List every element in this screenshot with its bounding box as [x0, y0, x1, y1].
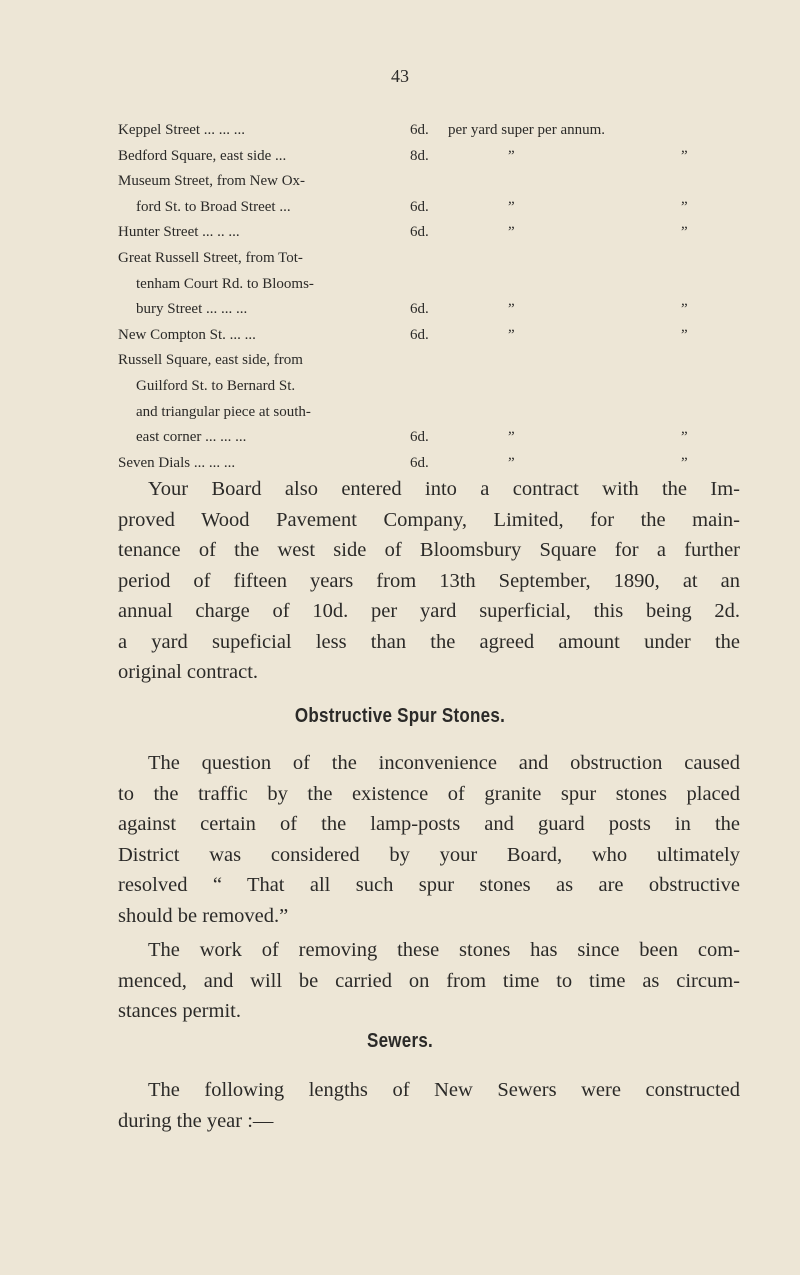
price: 6d. [410, 326, 429, 343]
rate [448, 451, 748, 477]
table-row [118, 425, 748, 451]
table-row [118, 169, 748, 195]
table-row [118, 220, 748, 246]
rate [448, 220, 748, 246]
paragraph-wood-pavement-contract [118, 474, 740, 688]
price [410, 348, 448, 374]
rate [448, 195, 748, 221]
table-row [118, 118, 748, 144]
street-name: Guilford St. to Bernard St. [136, 377, 296, 394]
street-name: Great Russell Street, from Tot- [118, 249, 303, 266]
text-line: original contract. [118, 661, 259, 683]
price: 6d. [410, 301, 429, 318]
table-row [118, 451, 748, 477]
text-line: to the traffic by the existence of granite spur stones placed [118, 782, 740, 805]
price [410, 246, 448, 272]
price: 6d. [410, 198, 429, 215]
text-line: should be removed.” [118, 904, 289, 927]
heading-sewers: Sewers. [366, 1030, 434, 1052]
ditto-mark: ” [508, 454, 515, 471]
rate [448, 425, 748, 451]
street-name: tenham Court Rd. to Blooms- [136, 275, 314, 292]
rate [448, 246, 748, 272]
text-line: period of fifteen years from 13th September, 1890, at an [118, 569, 740, 592]
rate [448, 374, 748, 400]
street-name: Seven Dials ... ... ... [118, 454, 236, 471]
text-line: tenance of the west side of Bloomsbury Square for a further [118, 539, 740, 561]
ditto-mark: ” [508, 326, 515, 343]
paragraph-new-sewers [118, 1075, 740, 1136]
table-row [118, 323, 748, 349]
text-line: during the year :— [118, 1109, 274, 1132]
paragraph-removal-work [118, 935, 740, 1027]
ditto-mark: ” [508, 147, 515, 164]
price: 6d. [410, 224, 429, 241]
text-line: annual charge of 10d. per yard superficial, this being 2d. [118, 600, 740, 622]
ditto-mark: ” [681, 429, 688, 446]
rate [448, 144, 748, 170]
street-name: Museum Street, from New Ox- [118, 173, 306, 190]
text-line: The question of the inconvenience and obstruction caused [148, 752, 740, 774]
rate [448, 400, 748, 426]
text-line: Your Board also entered into a contract with the Im- [148, 478, 740, 500]
table-row [118, 400, 748, 426]
ditto-mark: ” [508, 224, 515, 241]
price: 6d. [410, 429, 429, 446]
street-name: and triangular piece at south- [136, 403, 311, 420]
rate: per yard super per annum. [448, 122, 606, 138]
heading-obstructive-spur-stones: Obstructive Spur Stones. [294, 705, 506, 727]
ditto-mark: ” [681, 198, 688, 215]
price [410, 374, 448, 400]
street-name: east corner ... ... ... [136, 429, 247, 446]
price [410, 272, 448, 298]
text-line: resolved “ That all such spur stones as are obstructive [118, 874, 740, 896]
street-name: Bedford Square, east side ... [118, 147, 287, 164]
rate [448, 169, 748, 195]
text-line: The work of removing these stones has since been com- [148, 939, 740, 961]
street-name: Hunter Street ... .. ... [118, 224, 240, 241]
price: 8d. [410, 147, 429, 164]
street-name: Russell Square, east side, from [118, 352, 303, 369]
table-row [118, 272, 748, 298]
ditto-mark: ” [508, 198, 515, 215]
text-line: against certain of the lamp-posts and guard posts in the [118, 813, 740, 835]
price: 6d. [410, 122, 429, 138]
street-name: Keppel Street ... ... ... [118, 122, 246, 138]
street-name: bury Street ... ... ... [136, 301, 248, 318]
paragraph-spur-stones-question [118, 748, 740, 931]
rate [448, 323, 748, 349]
price [410, 169, 448, 195]
street-name: ford St. to Broad Street ... [136, 198, 291, 215]
table-row [118, 246, 748, 272]
price: 6d. [410, 454, 429, 471]
text-line: a yard supeficial less than the agreed amount under the [118, 630, 740, 653]
table-row [118, 348, 748, 374]
ditto-mark: ” [681, 147, 688, 164]
table-row [118, 297, 748, 323]
ditto-mark: ” [681, 326, 688, 343]
table-row [118, 144, 748, 170]
table-row [118, 374, 748, 400]
rate [448, 272, 748, 298]
text-line: The following lengths of New Sewers were constructed [148, 1079, 740, 1101]
page-number: 43 [391, 66, 409, 86]
text-line: stances permit. [118, 1000, 241, 1022]
text-line: proved Wood Pavement Company, Limited, for the main- [118, 508, 740, 531]
rate [448, 297, 748, 323]
ditto-mark: ” [681, 301, 688, 318]
street-name: New Compton St. ... ... [118, 326, 256, 343]
ditto-mark: ” [681, 454, 688, 471]
paving-rates-table [118, 118, 748, 476]
text-line: menced, and will be carried on from time to time as circum- [118, 969, 740, 992]
rate [448, 348, 748, 374]
text-line: District was considered by your Board, who ultimately [118, 843, 740, 866]
table-row [118, 195, 748, 221]
ditto-mark: ” [508, 301, 515, 318]
ditto-mark: ” [508, 429, 515, 446]
price [410, 400, 448, 426]
ditto-mark: ” [681, 224, 688, 241]
